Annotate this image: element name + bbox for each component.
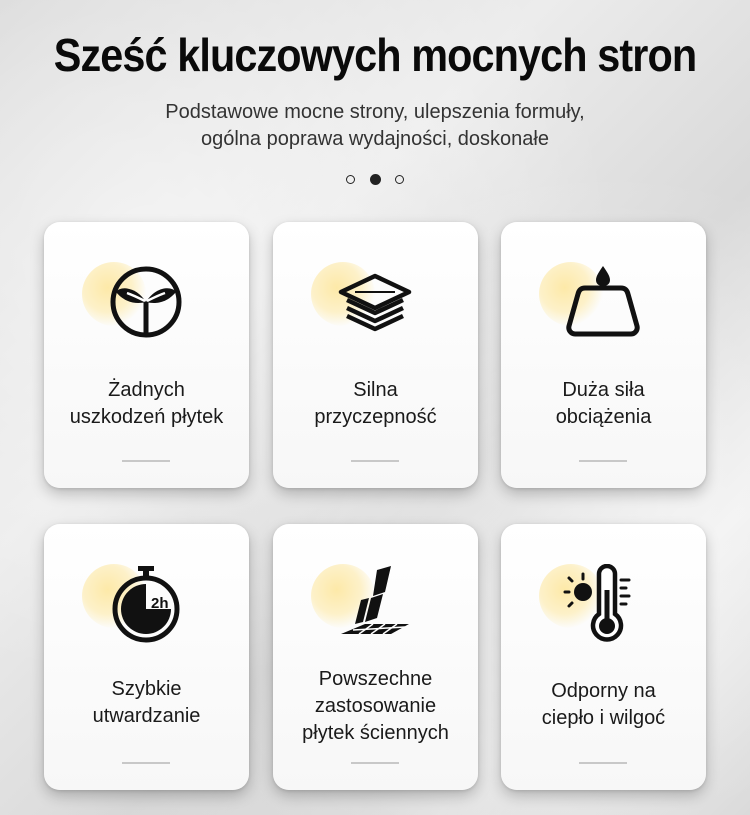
subtitle-line-2: ogólna poprawa wydajności, doskonałe: [200, 128, 549, 150]
tiles-icon: [335, 564, 415, 644]
feature-card-load-capacity: [501, 222, 706, 488]
weight-icon: [563, 262, 643, 342]
layers-icon: [335, 262, 415, 342]
feature-card-heat-moisture: [501, 524, 706, 790]
feature-card-wall-tiles: [273, 524, 478, 790]
pagination-dot-3[interactable]: [395, 175, 404, 184]
card-divider: [579, 460, 627, 462]
feature-label: Żadnych uszkodzeń płytek: [69, 379, 224, 428]
card-divider: [351, 460, 399, 462]
feature-label: Silna przyczepność: [314, 379, 437, 428]
pagination-dot-1[interactable]: [346, 175, 355, 184]
sprout-icon: [106, 262, 186, 342]
feature-card-adhesion: [273, 222, 478, 488]
feature-card-fast-curing: [44, 524, 249, 790]
feature-label: Szybkie utwardzanie: [92, 678, 201, 727]
card-divider: [122, 762, 170, 764]
feature-label: Powszechne zastosowanie płytek ściennych: [302, 668, 449, 744]
feature-label: Odporny na ciepło i wilgoć: [541, 680, 666, 729]
timer-badge: 2h: [151, 595, 169, 612]
pagination-dots: [0, 171, 750, 189]
feature-label: Duża siła obciążenia: [555, 379, 652, 428]
subtitle-line-1: Podstawowe mocne strony, ulepszenia formuły,: [165, 101, 585, 123]
card-divider: [122, 460, 170, 462]
card-divider: [579, 762, 627, 764]
thermometer-sun-icon: [563, 564, 643, 644]
pagination-dot-2-active[interactable]: [370, 174, 381, 185]
page-title: Sześć kluczowych mocnych stron: [53, 29, 697, 81]
stopwatch-icon: [106, 564, 186, 644]
card-divider: [351, 762, 399, 764]
feature-card-no-tile-damage: [44, 222, 249, 488]
